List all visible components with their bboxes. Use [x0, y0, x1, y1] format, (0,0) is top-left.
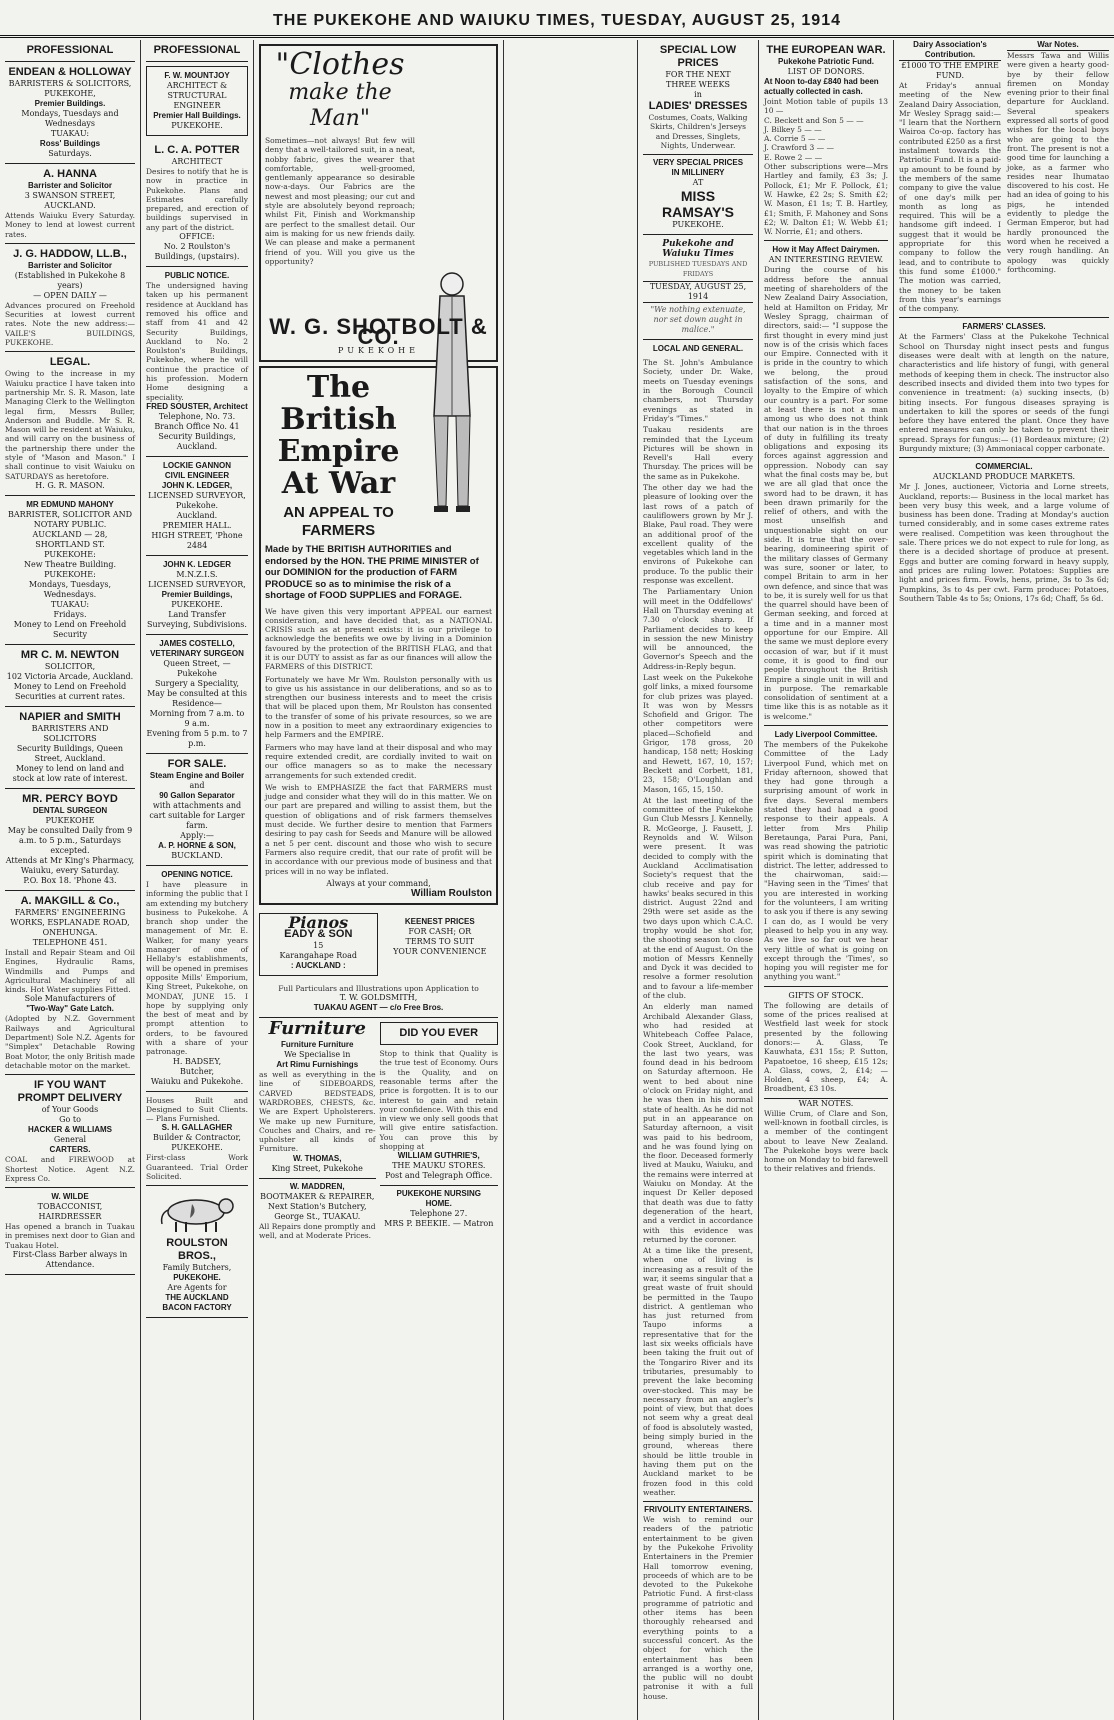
firm-tuakau: TUAKAU:: [50, 129, 90, 138]
furniture-art: Art Rimu Furnishings: [276, 1060, 359, 1070]
firm-title: DENTAL SURGEON: [32, 805, 108, 815]
commercial-sub: AUCKLAND PRODUCE MARKETS.: [932, 472, 1076, 482]
ad-newton: [5, 645, 135, 707]
cow-illustration-icon: [152, 1190, 242, 1234]
ad-pianos: [259, 913, 378, 976]
firm-town: PUKEKOHE.: [173, 1273, 221, 1283]
gifts-of-stock: [764, 987, 888, 1099]
sale-l3: 90 Gallon Separator: [159, 790, 235, 800]
furniture-sub: Furniture Furniture: [281, 1040, 354, 1050]
firm-money: Money to lend on land and stock at low rate of interest.: [12, 763, 128, 783]
sale-l4: with attachments and cart suitable for Larger farm.: [149, 800, 245, 830]
firm-days: Mondays, Tuesdays, Wednesdays.: [28, 579, 112, 599]
firm-text: Install and Repair Steam and Oil Engines, Hydraulic Rams, Windmills and Pumps and Agricultural Machinery of all kinds. Hot Water supplies Fitted.: [5, 947, 135, 995]
paper-motto: "We nothing extenuate, nor set down aught in malice.": [650, 305, 746, 335]
lady-text: The members of the Pukekohe Committee of the Lady Liverpool Fund, which met on Friday afternoon, showed that they had gone through a surprising amount of work in five days. Several members stated they had had a good response to their appeals. A letter from Mrs Philip Beretaunga, Parai Pura, Pani, was read showing the patriotic spirit which is dominating that district. The letter, addressed to the chairwoman, said:— "Having seen in the 'Times' that you are interested in working for the volunteers, I am writing to ask you if there is any sewing I can do, as I would be very pleased to help you in any way. As we live so far out we hear very little of what is going on except through the 'Times', so hoping you will register me for anything you want.": [764, 740, 888, 982]
masthead: [0, 0, 1114, 38]
legal-sign: H. G. R. MASON.: [35, 480, 105, 490]
firm-morn: Morning from 7 a.m. to 9 a.m.: [149, 708, 245, 728]
firm-name: JAMES COSTELLO,: [159, 638, 235, 648]
local-p5: Last week on the Pukekohe golf links, a mixed foursome for club prizes was played. It was won by Messrs Schofield and Grigor. The other competitors were placed—Schofield and Grigor, 178 gross, 20 handicap, 158 nett; Hosking and Hewett, 167, 10, 157; Beckett and Corbett, 181, 23, 158; O'Loughlan and Mason, 165, 15, 150.: [643, 672, 753, 794]
firm-consult: May be consulted at this Residence—: [147, 688, 247, 708]
firm-address: Security Buildings, Queen Street, Auckland.: [16, 743, 124, 763]
furniture-addr: King Street, Pukekohe: [271, 1163, 363, 1173]
shotbolt-town: PUKEKOHE: [338, 346, 419, 355]
ad-nursing-home: [380, 1185, 498, 1229]
firm-sub: Family Butchers,: [162, 1263, 232, 1273]
local-p8: At a time like the present, when one of living is increasing as a result of the war, it seems singular that a great waste of fruit should be permitted in the Taupo district. A gentleman who has just returned from Taupo informs a representative that for the last six weeks officials have been taking the fruit out of the Tongariro River and its tributaries, presumably to prevent the lake becoming over-stocked. This may be necessary from an angler's point of view, but that does not seem why a great deal of food is absolutely wasted, being simply buried in the ground, whereas there should be little trouble in having them put on the Auckland market to be frozen food in this cold weather.: [643, 1246, 753, 1497]
keenest-l3: TERMS TO SUIT: [405, 936, 475, 946]
ad-hanna: [5, 164, 135, 244]
firm-ross: Ross' Buildings: [39, 139, 101, 148]
pianos-city: : AUCKLAND :: [290, 960, 346, 970]
section-header: COMMERCIAL.: [975, 462, 1033, 472]
firm-note: Advances procured on Freehold Securities at lowest current rates. Note the new address:— VAILE'S BUILDINGS, PUKEKOHE.: [5, 300, 135, 348]
empire-p1: We have given this very important APPEAL our earnest consideration, and have decided that, as a NATIONAL CRISIS such as at present exists: it is our privilege to acknowledge the benefits we owe by living in a Dominion favoured by the protection of the BRITISH FLAG, and that it is our DUTY to assist as far as our finances will allow the FARMERS of this DISTRICT.: [265, 606, 492, 672]
firm-title: ARCHITECT & STRUCTURAL ENGINEER: [166, 81, 228, 110]
firm-name: ROULSTON BROS.,: [166, 1237, 228, 1263]
ad-roulston: [146, 1186, 248, 1318]
section-header: Lady Liverpool Committee.: [774, 730, 878, 739]
maddren-text: All Repairs done promptly and well, and at Moderate Prices.: [259, 1221, 376, 1241]
ad-mahony: [5, 496, 135, 645]
pianos-contact: [259, 980, 498, 1018]
row-pianos: [259, 909, 498, 980]
furniture-name: W. THOMAS,: [293, 1153, 342, 1163]
section-header: How it May Affect Dairymen.: [772, 245, 880, 255]
ad-ledger: [146, 556, 248, 635]
opening-text: I have pleasure in informing the public that I am extending my butchery business to Pukekohe. A branch shop under the management of Mr. E. Walker, for many years manager of one of Hellaby's establishments, will be opened in premises opposite Mills' Emporium, King Street, Pukekohe, on MONDAY, JUNE 15. I hope by supplying only the best of meat and by prompt attention to orders, to be favoured with a share of your patronage.: [146, 879, 248, 1057]
firm-title: BARRISTERS AND SOLICITORS: [31, 723, 109, 743]
keenest-l1: KEENEST PRICES: [404, 916, 475, 926]
war-donor: J. Crawford 3 — —: [764, 143, 835, 153]
empire-p3: Farmers who may have land at their disposal and who may require extended credit, are cordially invited to wait on our office managers so as to make the necessary arrangements for such extended credit.: [265, 742, 492, 780]
warnotes-text: Messrs Tawa and Willis were given a hearty good-bye by their fellow firemen on Monday evening prior to their final departure for Auckland. Several speakers expressed all sorts of good wishes for the local boys who are going to the front. The present is not a good time for launching a joke, as a farmer who resides near Ihumatao discovered to his cost. He had an idea of going to his pigs, he intended evidently to pledge the German Emperor, but had hardly pronounced the word when he received a very rough handling. An apology was quickly forthcoming.: [1007, 51, 1109, 274]
firm-address: Queen Street, — Pukekohe: [163, 658, 231, 678]
prompt-l4: Go to: [59, 1115, 81, 1125]
sale-town: BUCKLAND.: [171, 850, 223, 860]
war-fund: Pukekohe Patriotic Fund.: [777, 57, 874, 66]
column-news-1: [638, 40, 758, 1720]
ad-furniture: [259, 1018, 376, 1240]
ad-opening-notice: [146, 866, 248, 1092]
empire-p2: Fortunately we have Mr Wm. Roulston personally with us to give us his assistance in our deliberations, and so as to strengthen our business interests and to meet the crisis that will be placed upon them, Mr Roulston has consented to the transfer of some of his private resources, so we are now in a position to meet any extraordinary exigencies to help Farmers and the EMPIRE.: [265, 674, 492, 740]
section-header: FRIVOLITY ENTERTAINERS.: [644, 1505, 752, 1515]
clothes-headline-2: make the Man": [288, 80, 392, 131]
special-t3: THREE WEEKS: [666, 80, 730, 89]
firm-tel: TELEPHONE 451.: [32, 937, 108, 947]
masthead-title: THE PUKEKOHE AND WAIUKU TIMES, TUESDAY, AUGUST 25, 1914: [273, 12, 841, 29]
section-header: PROFESSIONAL: [5, 40, 135, 62]
local-p2: Tuakau residents are reminded that the Lyceum Pictures will be shown in Revell's Hall every Thursday. The prices will be the same as in Pukekohe.: [643, 425, 753, 481]
war-donor: Joint Motion table of pupils 13 10 —: [764, 97, 888, 116]
empire-headline: The British Empire: [277, 370, 400, 469]
firm-place: PUKEKOHE: [45, 815, 95, 825]
section-header: LEGAL.: [49, 356, 91, 369]
column-news-2: [759, 40, 893, 1720]
ledger-high: HIGH STREET, 'Phone 2484: [151, 530, 243, 550]
special-very: VERY SPECIAL PRICES: [643, 154, 753, 168]
ledger-pkhall: PREMIER HALL.: [162, 520, 232, 530]
firm-name: LOCKIE GANNON: [163, 460, 231, 470]
special-town: PUKEKOHE.: [672, 220, 724, 230]
nursing-title: PUKEKOHE NURSING: [396, 1189, 481, 1199]
firm-name: JOHN K. LEDGER: [162, 559, 231, 569]
row-top: [899, 40, 1109, 313]
empire-made: Made by THE BRITISH AUTHORITIES and endorsed by the HON. THE PRIME MINISTER of our DOMINION for the production of FARM PRODUCE so as to minimise the risk of a shortage of FOOD SUPPLIES and FORAGE.: [265, 544, 479, 601]
ledger-name: JOHN K. LEDGER,: [161, 480, 233, 490]
firm-address: 102 Victoria Arcade, Auckland.: [6, 671, 134, 681]
dairy-sub: AN INTERESTING REVIEW.: [768, 255, 884, 265]
firm-name: MR EDMUND MAHONY: [26, 499, 114, 509]
firm-eve: Evening from 5 p.m. to 7 p.m.: [146, 728, 248, 748]
firm-name: ENDEAN & HOLLOWAY: [8, 66, 132, 78]
firm-sub: FARMERS' ENGINEERING WORKS, ESPLANADE ROAD, ONEHUNGA.: [10, 907, 130, 937]
special-name: MISS RAMSAY'S: [661, 188, 735, 221]
firm-name: MR. PERCY BOYD: [22, 792, 118, 805]
notice-tel: Telephone, No. 73.: [158, 411, 236, 421]
ad-special-prices: [643, 40, 753, 235]
assoc-sub: £1000 TO THE EMPIRE FUND.: [901, 61, 999, 80]
firm-makers: Sole Manufacturers of: [24, 994, 116, 1004]
empire-appeal: AN APPEAL TO FARMERS: [283, 504, 394, 539]
firm-name: J. G. HADDOW, LL.B.,: [13, 247, 127, 260]
ad-haddow: [5, 244, 135, 352]
dairy-text: During the course of his address before the annual meeting of shareholders of the New Zealand Dairy Association, held at Hamilton on Friday, Mr Wesley Spragg, chairman of directors, said:— "I suppose the first thought in every mind just now is of the crisis which faces our Empire. Connected with it is pride in the country to which we belong, the proud satisfaction of the sons, and loyalty to the Empire of which our country is a part. For some at least there is not a man among us who does not think that our nation is in the throes of duty in fulfilling its treaty obligations and exposing its forces against aggression and oppression. Nobody can say what the final costs may be, but we are all glad that once the sword had to be drawn, it has been drawn primarily for the relief of others, and with the most unselfish and unquestionable sight on our side. It is true that the over-bearing, domineering spirit of the military classes of Germany was sure, sooner or later, to compel Britain to arm in her own defence, and since that was to be, it is surely well for us that the quarrel should have been of German seeking, and forced at a time and in a manner most opportune for our Empire. All the same we must deplore every occasion of war, but if it must come, it is good to find our people throughout the British Empire a single unit in will and in purpose. The remarkable consolidation of sentiment at a time like this is as notable as it is welcome.": [764, 265, 888, 721]
special-ladies: LADIES' DRESSES: [648, 100, 748, 112]
firm-est: (Established in Pukekohe 8 years): [14, 270, 126, 290]
prompt-l2: PROMPT DELIVERY: [17, 1092, 123, 1105]
empire-always: Always at your command,: [326, 878, 431, 888]
firm-town: PUKEKOHE.: [171, 121, 223, 130]
dyd-text: Stop to think that Quality is the true test of Economy. Ours is the Quality, and on reasonable terms after the price is forgotten. It is to our interest to gain and retain your confidence. With this end in view we only sell goods that will give entire satisfaction. You can prove this by shopping at: [379, 1049, 498, 1152]
prompt-l6: General: [53, 1135, 87, 1145]
firm-tag: First-Class Barber always in Attendance.: [12, 1249, 128, 1269]
nursing-tel: Telephone 27.: [410, 1209, 468, 1219]
firm-tuakau: TUAKAU:: [50, 599, 90, 609]
firm-title: VETERINARY SURGEON: [150, 648, 244, 658]
local-p6: At the last meeting of the committee of the Pukekohe Gun Club Messrs J. Kennelly, R. McGeorge, J. Fausett, J. Reynolds and W. Wilson were present. It was decided to comply with the Auckland Acclimatisation Society's request that the club receive and pay for hawks' beaks secured in this district. August 22nd and 29th were set aside as the two days upon which C.A.C. trophy would be shot for, the shooting season to close at the end of August. On the motion of Messrs Kennelly and Dyck it was decided to resolve a former resolution and to favour a life-member of the club.: [643, 795, 753, 1001]
pianos-num: 15: [313, 940, 324, 950]
firm-building: New Theatre Building.: [23, 559, 117, 569]
keenest-l4: YOUR CONVENIENCE: [393, 946, 487, 956]
house-text: Houses Built and Designed to Suit Clients. — Plans Furnished.: [146, 1095, 248, 1124]
section-header: FARMERS' CLASSES.: [962, 322, 1046, 332]
firm-text: Has opened a branch in Tuakau in premises next door to Gian and Tuakau Hotel.: [5, 1222, 135, 1250]
ad-did-you-ever: [380, 1018, 498, 1240]
gate-text: (Adopted by N.Z. Government Railways and Agricultural Department) Sole N.Z. Agents for "Simplex" Detachable Rowing Boat Motor, the only British made detachable motor on the market.: [5, 1014, 135, 1070]
ad-gannon: [146, 457, 248, 556]
firm-attends: Attends at Mr King's Pharmacy, Waiuku, every Saturday.: [5, 855, 135, 875]
special-at: AT: [692, 178, 704, 188]
ledger-lic: LICENSED SURVEYOR,: [148, 490, 246, 500]
row-furniture: [259, 1018, 498, 1240]
frivolity-text: We wish to remind our readers of the patriotic entertainment to be given by the Pukekohe Frivolity Entertainers in the Premier Hall tomorrow evening, proceeds of which are to be devoted to the Pukekohe Patriotic Fund. A first-class programme of patriotic and other items has been thoroughly rehearsed and everything points to a successful concert. As the object for which the entertainment has been arranged is a worthy one, the public will no doubt patronise it with a full house.: [643, 1515, 753, 1701]
war-donor: C. Beckett and Son 5 — —: [764, 115, 864, 125]
section-header: PROFESSIONAL: [146, 40, 248, 62]
firm-title: SOLICITOR,: [44, 661, 96, 671]
maddren-addr: Next Station's Butchery, George St., TUAKAU.: [268, 1201, 367, 1221]
special-in: in: [694, 90, 702, 99]
firm-title: Barrister and Solicitor: [27, 260, 113, 270]
paper-nameplate: [643, 235, 753, 340]
firm-lic: LICENSED SURVEYOR,: [148, 579, 246, 589]
firm-title: BARRISTERS & SOLICITORS, PUKEKOHE,: [8, 79, 132, 98]
lady-liverpool: [764, 726, 888, 987]
gate-latch: "Two-Way" Gate Latch.: [26, 1004, 114, 1014]
notice-sign: FRED SOUSTER, Architect: [146, 401, 248, 411]
firm-town: PUKEKOHE.: [171, 599, 223, 609]
local-p4: The Parliamentary Union will meet in the Oddfellows' Hall on Thursday evening at 7.30 o'clock sharp. If Parliament decides to keep in session the new Ministry will be announced, the Governor's Speech and the Address-in-Reply begun.: [643, 587, 753, 671]
paper-sub: PUBLISHED TUESDAYS AND FRIDAYS: [648, 260, 748, 279]
firm-name: L. C. A. POTTER: [154, 144, 240, 156]
firm-days: Mondays, Tuesdays and Wednesdays: [21, 109, 119, 128]
classes-text: At the Farmers' Class at the Pukekohe Technical School on Thursday night insect pests and fungus diseases were dealt with at length on the nature, characteristics and life history of fungi, with general methods of keeping them in check. The instructor also described insects and divided them into two types for convenience in treatment: (a) sucking insects, (b) biting insects. For fungous diseases spraying is undertaken to kill the spores or seeds of the fungi before they have entered the plant. Once they have entered measures can only be taken to prevent their spread. Sprays for fungus:— (1) Bordeaux mixture; (2) Burgundy mixture; (3) Ammoniacal copper carbonate.: [899, 332, 1109, 453]
dyd-name: WILLIAM GUTHRIE'S,: [397, 1151, 480, 1161]
ad-hacker-williams: [5, 1075, 135, 1188]
firm-name: F. W. MOUNTJOY: [164, 71, 230, 80]
firm-place: Premier Buildings.: [34, 99, 106, 108]
dyd-post: Post and Telegraph Office.: [385, 1171, 493, 1181]
pianos-agent: T. W. GOLDSMITH,: [339, 993, 418, 1003]
firm-name: A. HANNA: [43, 168, 97, 180]
sale-apply: Apply:—: [180, 830, 214, 840]
furniture-title: Furniture: [268, 1018, 366, 1040]
firm-place: Premier Hall Buildings.: [153, 111, 241, 120]
war-notes: [1007, 40, 1109, 313]
section-header: LOCAL AND GENERAL.: [652, 344, 744, 354]
ad-costello: [146, 635, 248, 754]
pianos-full: Full Particulars and Illustrations upon Application to: [278, 983, 479, 993]
ad-wilde: [5, 1188, 135, 1275]
ad-maddren: [259, 1178, 376, 1241]
firm-title: CIVIL ENGINEER: [164, 470, 230, 480]
firm-address: AUCKLAND — 28, SHORTLAND ST.: [32, 529, 108, 549]
empire-at-war: At War: [281, 466, 396, 501]
special-mill: IN MILLINERY: [671, 168, 725, 178]
firm-sub: M.N.Z.I.S.: [176, 569, 218, 579]
maddren-title: BOOTMAKER & REPAIRER,: [260, 1191, 375, 1201]
opening-sign: H. BADSEY,: [172, 1056, 222, 1066]
firm-box: P.O. Box 18. 'Phone 43.: [23, 875, 117, 885]
firm-title: Barrister and Solicitor: [27, 181, 113, 190]
sale-l1: Steam Engine and Boiler: [149, 770, 245, 780]
local-p3: The other day we had the pleasure of looking over the last rows of a patch of cauliflowers grown by Mr J. Blake, Paul road. They were an additional proof of the excellent quality of the vegetables which land in the environs of Pukekohe can produce. To the public their response was excellent.: [643, 483, 753, 586]
commercial: [899, 462, 1109, 603]
firm-place: Premier Buildings,: [161, 589, 233, 599]
firm-title: ARCHITECT: [171, 157, 223, 166]
war-list: LIST OF DONORS.: [787, 67, 865, 76]
firm-address: No. 2 Roulston's Buildings, (upstairs).: [154, 242, 240, 262]
farmers-classes: [899, 317, 1109, 458]
war-noon: At Noon to-day £840 had been actually collected in cash.: [764, 77, 879, 96]
firm-pk2: PUKEKOHE:: [44, 569, 96, 579]
shotbolt-name: W. G. SHOTBOLT & CO.: [269, 314, 488, 349]
war-donor: E. Rowe 2 — —: [764, 152, 823, 162]
section-header: THE EUROPEAN WAR.: [766, 44, 886, 56]
ad-makgill: [5, 891, 135, 1075]
ad-public-notice: [146, 267, 248, 457]
ad-gallagher: [146, 1092, 248, 1187]
firm-money: Money to Lend on Freehold Security: [13, 619, 127, 639]
maddren-name: W. MADDREN,: [289, 1181, 345, 1191]
section-header: PUBLIC NOTICE.: [164, 271, 230, 281]
special-t2: FOR THE NEXT: [665, 70, 731, 79]
firm-title: Builder & Contractor,: [153, 1133, 241, 1143]
opening-trade: Butcher,: [179, 1066, 215, 1076]
firm-auckland: THE AUCKLAND: [165, 1293, 229, 1303]
opening-town: Waiuku and Pukekohe.: [150, 1076, 244, 1086]
section-header: GIFTS OF STOCK.: [788, 990, 864, 1000]
section-header: Dairy Association's Contribution.: [899, 40, 1001, 61]
nursing-sign: MRS P. BEEKIE. — Matron: [384, 1219, 494, 1229]
ad-keenest: [382, 909, 498, 980]
dyd-sub: THE MAUKU STORES.: [392, 1161, 486, 1171]
pianos-brand: EADY & SON: [284, 927, 353, 940]
firm-text: Land Transfer Surveying, Subdivisions.: [147, 609, 247, 629]
notes-text: Willie Crum, of Clare and Son, well-known in football circles, is a member of the contingent about to leave New Zealand. The Pukekohe boys were back home on Monday to bid farewell to their relatives and friends.: [764, 1108, 888, 1174]
gifts-text: The following are details of some of the prices realised at Westfield last week for stock presented by the following donors:— A. Glass, Te Kauwhata, £31 15s; P. Sutton, Papatoetoe, 16 sheep, £15 12s; A. Glass, cows, 2, £14; — Holden, 4 sheep, £4; A. Broadbent, £3 10s.: [764, 1000, 888, 1094]
section-header: FOR SALE.: [167, 757, 227, 770]
prompt-l3: of Your Goods: [41, 1105, 99, 1115]
column-professional-1: [0, 40, 140, 1720]
special-list: Costumes, Coats, Walking Skirts, Children's Jerseys and Dresses, Singlets, Nights, Underwear.: [648, 113, 748, 150]
assoc-text: At Friday's annual meeting of the New Zealand Dairy Association, Mr Wesley Spragg said:— "I learn that the Northern Wairoa Co-op. factory has contributed £250 as a first instalment towards the Patriotic Fund. It is a paid-up amount to be found by the members of the same company to give the value of one day's milk per month as long as required. This will be a handsome gift indeed. I suggest that it would be appropriate for this company to follow the lead, and to contribute to this fund some £1000." The motion was carried, the money to be taken from this year's earnings of the company.: [899, 81, 1001, 314]
furniture-text: as well as everything in the line of SIDEBOARDS, CARVED BEDSTEADS, WARDROBES, CHESTS, &c. We are Expert Upholsterers. We make up new Furniture, Couches and Chairs, and re-upholster all kinds of Furniture.: [259, 1070, 376, 1154]
keenest-l2: FOR CASH; OR: [408, 926, 472, 936]
section-header: War Notes.: [1007, 40, 1109, 51]
pianos-road: Karangahape Road: [279, 950, 357, 960]
local-p7: An elderly man named Archibald Alexander Glass, who had resided at Whitebeach Coffee Palace, Cook Street, Auckland, for the last two years, was found dead in his bedroom on Saturday afternoon. He went to bed about nine o'clock on Friday night, and he was then in his normal state of health. As he did not put in an appearance on Saturday afternoon, a visit was paid to his bedroom, and he was found lying on the floor. Deceased formerly lived at Mauku, Waiuku, and the remains were interred at Waiuku on Monday. At the inquest Dr Keller deposed that death was due to fatty degeneration of the heart, and a verdict in accordance with this evidence was returned by the coroner.: [643, 1002, 753, 1244]
clothes-text: Sometimes—not always! But few will deny that a well-tailored suit, in a neat, nobby fabric, gives the wearer that comfortable, well-groomed, gentlemanly appearance so desirable now-a-days. Our Fabrics are the newest and most pleasing; our cut and style are absolutely beyond reproach; whilst Fit, Finish and Workmanship are perfect to the smallest detail. Our aim is making for us new friends daily. We can please and make a permanent friend of you. Will you give us the opportunity?: [265, 136, 415, 266]
special-title: SPECIAL LOW PRICES: [659, 44, 737, 69]
ad-mountjoy: [146, 66, 248, 136]
war-donor: A. Corrie 5 — —: [764, 134, 826, 144]
firm-money: Money to Lend on Freehold Securities at current rates.: [13, 681, 127, 701]
commercial-text: Mr J. Jones, auctioneer, Victoria and Lorne streets, Auckland, reports:— Business in the local market has been very busy this week, and a large volume of business has been done. Trading at Monday's auction turned considerably, and in some cases extreme rates were realised. Competition was keen throughout the sale. There prices we do not expect to rule for long, as there is a decided shortage of produce at present. Eggs and butter are coming forward in heavy supply, and prices are ruling lower. Potatoes: Supplies are light and prices firm. Fowls, hens, prime, 3s to 3s 6d; Pumpkins, 3s to 4s per cwt. Farm produce: Potatoes, Southern Table 4s to 5s; Onions, 17s 6d; Chaff, 5s 6d.: [899, 482, 1109, 603]
frivolity: [643, 1501, 753, 1701]
pianos-title: Pianos: [288, 912, 349, 932]
empire-sign: William Roulston: [410, 887, 492, 899]
firm-name: S. H. GALLAGHER: [161, 1123, 233, 1133]
pianos-tuakau: TUAKAU AGENT — c/o Free Bros.: [313, 1003, 444, 1013]
firm-bacon: BACON FACTORY: [162, 1303, 232, 1313]
nursing-title-2: HOME.: [425, 1199, 452, 1209]
dairy-contribution: [899, 40, 1001, 313]
prompt-l1: IF YOU WANT: [34, 1079, 106, 1092]
paper-title: Pukekohe and Waiuku Times: [662, 239, 734, 260]
ad-potter: [146, 140, 248, 267]
paper-date: TUESDAY, AUGUST 25, 1914: [643, 281, 753, 303]
local-general: [643, 344, 753, 1497]
sale-l2: and: [189, 780, 205, 790]
prompt-l5: HACKER & WILLIAMS: [28, 1125, 112, 1135]
dairymen: [764, 241, 888, 726]
firm-agents: Are Agents for: [167, 1283, 227, 1293]
column-display-ads: [254, 40, 503, 1720]
firm-title: BARRISTER, SOLICITOR AND NOTARY PUBLIC.: [7, 509, 133, 529]
firm-title: TOBACCONIST, HAIRDRESSER: [37, 1202, 103, 1222]
war-donor: J. Bilkey 5 — —: [764, 124, 822, 134]
clothes-headline-1: "Clothes: [275, 47, 405, 82]
firm-open: — OPEN DAILY —: [33, 290, 107, 300]
sale-who: A. P. HORNE & SON,: [158, 840, 236, 850]
firm-sat: Saturdays.: [48, 149, 92, 158]
ad-napier: [5, 707, 135, 789]
ad-clothes: [259, 44, 498, 362]
ad-endean: [5, 62, 135, 164]
local-p1: The St. John's Ambulance Society, under Dr. Wake, meets on Tuesday evenings in the Borough Council chambers, not Thursday evenings as stated in Friday's "Times.": [643, 358, 753, 423]
ad-boyd: [5, 789, 135, 891]
column-news-3: [894, 40, 1114, 1720]
prompt-l7: CARTERS.: [49, 1145, 91, 1155]
firm-address: 3 SWANSON STREET, AUCKLAND.: [24, 191, 116, 210]
notice-branch: Branch Office No. 41 Security Buildings, Auckland.: [154, 421, 240, 451]
ledger-ak: Auckland.: [176, 510, 218, 520]
column-professional-2: [141, 40, 253, 1720]
firm-office: OFFICE:: [179, 232, 215, 242]
furniture-spec: We Specialise in: [284, 1050, 351, 1060]
section-header: OPENING NOTICE.: [161, 869, 233, 879]
war-notes-2: [764, 1099, 888, 1174]
firm-town: PUKEKOHE.: [171, 1143, 223, 1153]
firm-text: Desires to notify that he is now in practice in Pukekohe. Plans and Estimates carefully prepared, and erection of buildings supervised in any part of the district.: [146, 167, 248, 232]
ad-for-sale: [146, 754, 248, 866]
firm-fri: Fridays.: [53, 609, 87, 619]
dyd-title: DID YOU EVER: [399, 1027, 479, 1040]
column-rule: [503, 40, 504, 1720]
prompt-l8: COAL and FIREWOOD at Shortest Notice. Agent N.Z. Express Co.: [5, 1155, 135, 1183]
section-header: WAR NOTES.: [798, 1098, 854, 1108]
firm-name: MR C. M. NEWTON: [20, 648, 120, 661]
firm-name: NAPIER and SMITH: [19, 710, 121, 723]
firm-hours: May be consulted Daily from 9 a.m. to 5 p.m., Saturdays excepted.: [7, 825, 133, 855]
ledger-pk: Pukekohe.: [175, 500, 219, 510]
firm-name: W. WILDE: [51, 1192, 89, 1202]
firm-text: First-class Work Guaranteed. Trial Order Solicited.: [146, 1153, 248, 1182]
firm-spec: Surgery a Speciality,: [155, 678, 239, 688]
gentleman-illustration-icon: [412, 266, 492, 526]
firm-name: A. MAKGILL & Co.,: [20, 894, 120, 907]
empire-p4: We wish to EMPHASIZE the fact that FARMERS must judge and consider what they will do in this matter. We on our part are prepared and willing to assist them, but the question of obligations and of risk farmers themselves must decide. We further desire to mention that Farmers desiring to pay cash for Seeds and Manure will be allowed a net 5 per cent. discount and those who wish to secure Farmers also require credit, that our rate of profit will be in accordance with our previous mode of business and that prices will in no way be inflated.: [265, 782, 492, 876]
firm-pk: PUKEKOHE:: [44, 549, 96, 559]
ad-legal: [5, 352, 135, 496]
dyd-box: [380, 1022, 498, 1045]
war-other: Other subscriptions were—Mrs Hartley and family, £3 3s; J. Pollock, £1; Mr F. Pollock, £1; W. Hawke, £2 2s; S. Smith £2; W. Mason, £1 1s; T. B. Hartley, £1; Smith, F. Mahoney and Sons £2; W. Dalton £1; W. Webb £1; W. Norrie, £1; and others.: [764, 162, 888, 237]
european-war: [764, 40, 888, 241]
legal-text: Owing to the increase in my Waiuku practice I have taken into partnership Mr. S. R. Mason, late Managing Clerk to the Wellington legal firm, Messrs Buller, Anderson and Buddle. Mr S. R. Mason will be resident at Waiuku, and will carry on the business of the partnership there under the style of "Mason and Mason." I shall continue to visit Waiuku on SATURDAYS as heretofore.: [5, 369, 135, 481]
notice-text: The undersigned having taken up his permanent residence at Auckland has removed his office and staff from 41 and 42 Security Buildings, Auckland to No. 2 Roulston's Buildings, Pukekohe, where he will continue the practice of his profession. Modern Home designing a speciality.: [146, 281, 248, 402]
firm-note: Attends Waiuku Every Saturday. Money to lend at lowest current rates.: [5, 211, 135, 239]
